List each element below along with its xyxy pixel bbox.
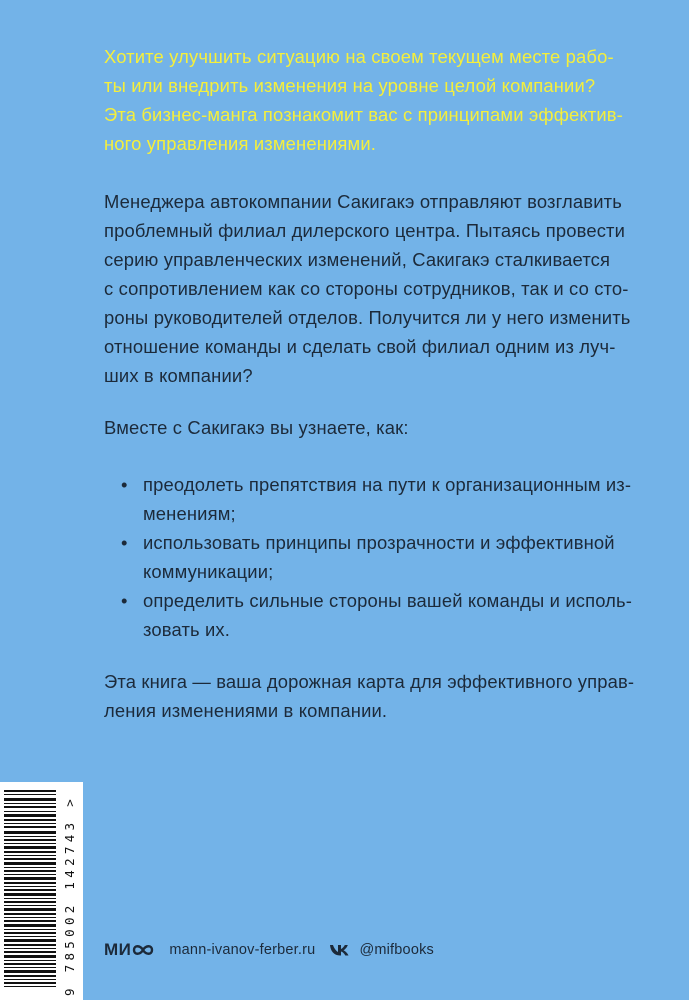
- bullet-line: использовать принципы прозрачности и эффективной: [143, 532, 615, 553]
- bullet-line: коммуникации;: [143, 561, 274, 582]
- description-line: Менеджера автокомпании Сакигакэ отправляют возглавить: [104, 191, 622, 212]
- closing-line: Эта книга — ваша дорожная карта для эффективного управ-: [104, 671, 635, 692]
- vk-icon: [329, 944, 351, 956]
- social-handle: @mifbooks: [359, 942, 434, 958]
- intro-paragraph: [104, 42, 659, 158]
- closing-line: ления изменениями в компании.: [104, 700, 388, 721]
- description-paragraph: [104, 187, 659, 390]
- bullet-item: [104, 586, 664, 644]
- bullet-line: определить сильные стороны вашей команды и исполь-: [143, 590, 633, 611]
- infinity-icon: [131, 943, 155, 957]
- description-line: отношение команды и сделать свой филиал одним из луч-: [104, 336, 616, 357]
- bullet-marker: •: [121, 590, 128, 611]
- learn-intro-text: Вместе с Сакигакэ вы узнаете, как:: [104, 417, 409, 438]
- bullet-line: зовать их.: [143, 619, 231, 640]
- intro-line: Эта бизнес-манга познакомит вас с принципами эффектив-: [104, 104, 623, 125]
- publisher-logo: [104, 940, 155, 960]
- bullet-marker: •: [121, 532, 128, 553]
- isbn-number: 9 785002 142743 >: [62, 794, 77, 996]
- publisher-website: mann-ivanov-ferber.ru: [169, 942, 316, 958]
- bullet-line: менениям;: [143, 503, 236, 524]
- intro-line: ного управления изменениями.: [104, 133, 377, 154]
- bullet-item: [104, 528, 664, 586]
- bullet-line: преодолеть препятствия на пути к организационным из-: [143, 474, 632, 495]
- description-line: роны руководителей отделов. Получится ли у него изменить: [104, 307, 631, 328]
- closing-paragraph: [104, 667, 659, 725]
- logo-text: МИ: [104, 940, 132, 959]
- intro-line: Хотите улучшить ситуацию на своем текущем месте рабо-: [104, 46, 614, 67]
- learn-intro: [104, 413, 659, 442]
- description-line: проблемный филиал дилерского центра. Пытаясь провести: [104, 220, 626, 241]
- bullet-item: [104, 470, 664, 528]
- bullet-list: [104, 470, 664, 644]
- description-line: с сопротивлением как со стороны сотрудников, так и со сто-: [104, 278, 629, 299]
- publisher-footer: [104, 940, 434, 960]
- description-line: серию управленческих изменений, Сакигакэ сталкивается: [104, 249, 611, 270]
- description-line: ших в компании?: [104, 365, 253, 386]
- bullet-marker: •: [121, 474, 128, 495]
- intro-line: ты или внедрить изменения на уровне целой компании?: [104, 75, 596, 96]
